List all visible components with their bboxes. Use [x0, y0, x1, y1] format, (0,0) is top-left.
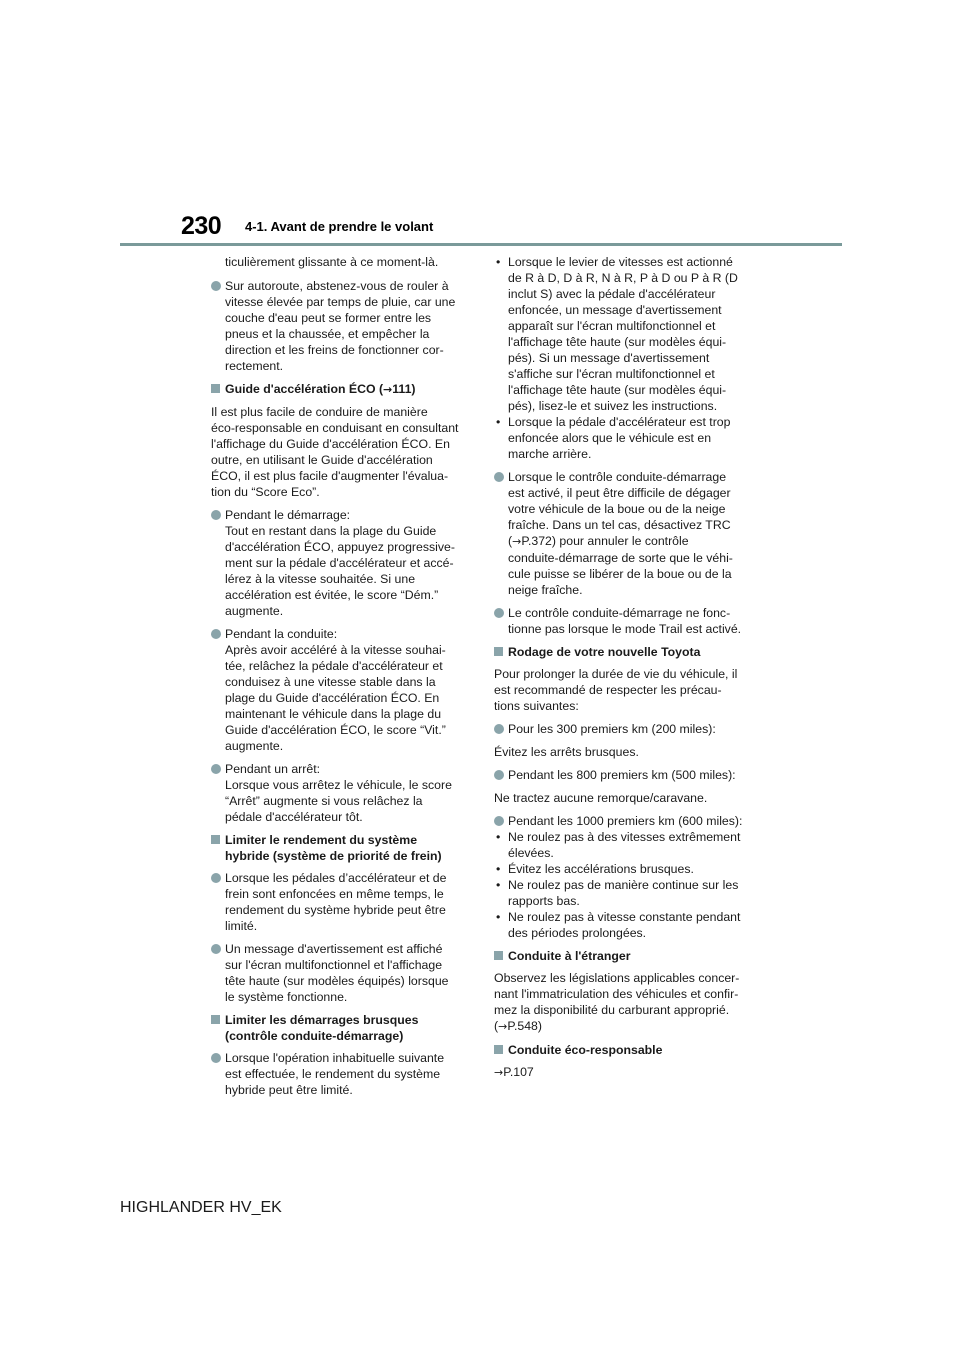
- section-square-icon: [211, 835, 220, 844]
- heading-sudden-start: Limiter les démarrages brusques (contrôle conduite-démarrage): [211, 1012, 473, 1044]
- bullet-stop: Pendant un arrêt: Lorsque vous arrêtez le véhicule, le score “Arrêt” augmente si vous relâchez la pédale d'accélérateur tôt.: [211, 761, 473, 825]
- bullet-control-active: Lorsque le contrôle conduite-démarrage est activé, il peut être difficile de dégager votre véhicule de la boue ou de la neige fraîche. Dans un tel cas, désactivez TRC (→P.372) pour annuler le contrôle conduite-démarrage de sorte que le véhi- cule puisse se libérer de la boue ou de la neige fraîche.: [494, 469, 762, 598]
- section-title: 4-1. Avant de prendre le volant: [245, 219, 434, 234]
- list-item: • Évitez les accélérations brusques.: [496, 862, 694, 876]
- heading-eco-driving: Conduite éco-responsable: [494, 1042, 762, 1058]
- section-square-icon: [494, 647, 503, 656]
- bullet-dot-icon: [494, 770, 504, 780]
- first-300-paragraph: Évitez les arrêts brusques.: [494, 745, 639, 759]
- footer-model-name: HIGHLANDER HV_EK: [120, 1199, 282, 1216]
- driving-abroad-paragraph: Observez les législations applicables concer- nant l'immatriculation des véhicules et confir- mez la disponibilité du carburant approprié. (→P.548): [494, 971, 740, 1033]
- bullet-driving: Pendant la conduite: Après avoir accéléré à la vitesse souhai- tée, relâchez la pédale d'accélérateur et conduisez à une vitesse stable dans la plage du Guide d'accélération ÉCO. En maintenant le véhicule dans la plage du Guide d'accélération ÉCO, le score “Vit.” augmente.: [211, 626, 473, 754]
- reference-arrow-icon: →: [494, 1066, 504, 1079]
- list-item: • Ne roulez pas à des vitesses extrêmement élevées.: [496, 830, 741, 860]
- header-rule: [120, 243, 842, 246]
- page-reference-link[interactable]: P.548): [507, 1019, 542, 1033]
- left-column: [211, 254, 473, 1105]
- page-reference-link[interactable]: P.107: [503, 1065, 534, 1079]
- right-column: [494, 254, 762, 1088]
- bullet-dot-icon: [211, 944, 221, 954]
- page-reference-link[interactable]: P.372) pour annuler le contrôle: [521, 534, 689, 548]
- first-800-paragraph: Ne tractez aucune remorque/caravane.: [494, 791, 708, 805]
- heading-limit-output: Limiter le rendement du système hybride (système de priorité de frein): [211, 832, 473, 864]
- bullet-trail-mode: Le contrôle conduite-démarrage ne fonc- tionne pas lorsque le mode Trail est activé.: [494, 605, 762, 637]
- bullet-unusual-operation: Lorsque l'opération inhabituelle suivante est effectuée, le rendement du système hybride peut être limité.: [211, 1050, 473, 1098]
- bullet-dot-icon: [494, 472, 504, 482]
- bullet-pedals: Lorsque les pédales d’accélérateur et de frein sont enfoncées en même temps, le rendement du système hybride peut être limité.: [211, 870, 473, 934]
- bullet-dot-icon: [494, 724, 504, 734]
- eco-guide-paragraph: Il est plus facile de conduire de manière éco-responsable en conduisant en consultant l'affichage du Guide d'accélération ÉCO. En outre, en utilisant le Guide d'accélération ÉCO, il est plus facile d'augmenter l'évalua- tion du “Score Eco”.: [211, 405, 459, 499]
- bullet-dot-icon: [211, 764, 221, 774]
- list-item-reverse: • Lorsque la pédale d'accélérateur est trop enfoncée alors que le véhicule est en marche arrière.: [496, 415, 731, 461]
- section-square-icon: [494, 1045, 503, 1054]
- page-number: 230: [181, 212, 222, 240]
- bullet-first-300: Pour les 300 premiers km (200 miles):: [494, 721, 762, 737]
- bullet-highway: Sur autoroute, abstenez-vous de rouler à vitesse élevée par temps de pluie, car une couche d'eau peut se former entre les pneus et la chaussée, et empêcher la direction et les freins de fonctionner cor- rectement.: [211, 278, 473, 374]
- first-1000-list: [494, 829, 762, 941]
- list-item: • Ne roulez pas de manière continue sur les rapports bas.: [496, 878, 739, 908]
- continued-paragraph: ticulièrement glissante à ce moment-là.: [225, 255, 439, 269]
- section-square-icon: [211, 1015, 220, 1024]
- reference-arrow-icon: →: [383, 383, 393, 396]
- heading-break-in: Rodage de votre nouvelle Toyota: [494, 644, 762, 660]
- bullet-dot-icon: [211, 281, 221, 291]
- bullet-first-1000: Pendant les 1000 premiers km (600 miles):: [494, 813, 762, 829]
- bullet-dot-icon: [211, 510, 221, 520]
- list-item-shift: • Lorsque le levier de vitesses est actionné de R à D, D à R, N à R, P à D ou P à R (D inclut S) avec la pédale d'accélérateur enfoncée, un message d'avertissement apparaît sur l'écran multifonctionnel et l'affichage tête haute (sur modèles équi- pés). Si un message d'avertissement s'affiche sur l'écran multifonctionnel et l'affichage tête haute (sur modèles équi- pés), lisez-le et suivez les instructions.: [496, 255, 738, 413]
- reference-arrow-icon: →: [498, 1020, 508, 1033]
- page-reference-link[interactable]: 111): [392, 382, 416, 396]
- bullet-first-800: Pendant les 800 premiers km (500 miles):: [494, 767, 762, 783]
- bullet-dot-icon: [211, 629, 221, 639]
- bullet-dot-icon: [211, 1053, 221, 1063]
- eco-driving-reference: [494, 1064, 762, 1081]
- bullet-dot-icon: [494, 816, 504, 826]
- section-square-icon: [494, 951, 503, 960]
- section-square-icon: [211, 384, 220, 393]
- bullet-warning-message: Un message d'avertissement est affiché sur l'écran multifonctionnel et l'affichage tête haute (sur modèles équipés) lorsque le système fonctionne.: [211, 941, 473, 1005]
- list-item: • Ne roulez pas à vitesse constante pendant des périodes prolongées.: [496, 910, 741, 940]
- bullet-dot-icon: [494, 608, 504, 618]
- heading-eco-guide: Guide d'accélération ÉCO (→111): [211, 381, 473, 398]
- bullet-start: Pendant le démarrage: Tout en restant dans la plage du Guide d'accélération ÉCO, appuyez progressive- ment sur la pédale d'accélérateur et accé- lérez à la vitesse souhaitée. Si une accélération est évitée, le score “Dém.” augmente.: [211, 507, 473, 619]
- unusual-operation-list: [494, 254, 762, 462]
- break-in-paragraph: Pour prolonger la durée de vie du véhicule, il est recommandé de respecter les précau- tions suivantes:: [494, 667, 738, 713]
- page-header: [0, 0, 960, 250]
- heading-driving-abroad: Conduite à l'étranger: [494, 948, 762, 964]
- reference-arrow-icon: →: [512, 535, 522, 548]
- bullet-dot-icon: [211, 873, 221, 883]
